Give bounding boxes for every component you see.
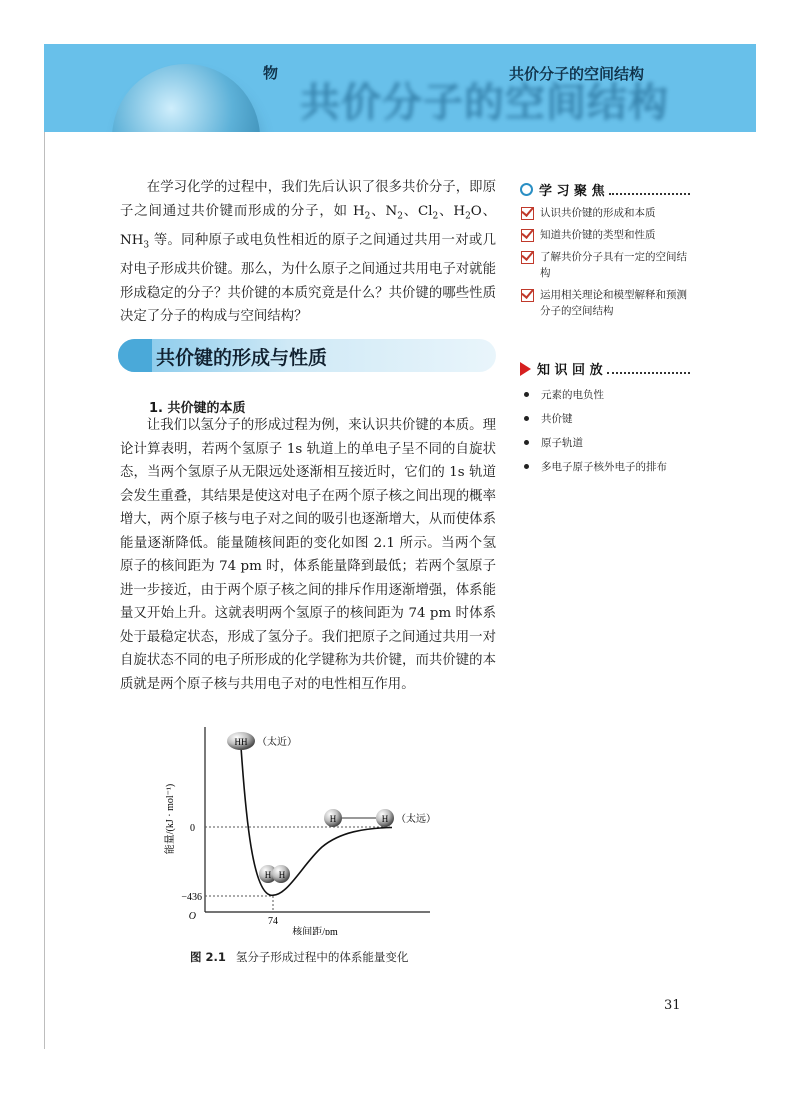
subsection-heading: 1. 共价键的本质 [149,401,246,416]
h-atom-label: H [278,870,286,880]
running-head: 共价分子的空间结构 [509,65,645,83]
page-number: 31 [664,998,681,1013]
sidebar [520,180,690,474]
banner-title: 共价分子的空间结构 [300,80,669,126]
figure-number: 图 2.1 [190,950,226,964]
focus-icon [520,183,533,196]
focus-item: 知道共价键的类型和性质 [520,227,690,243]
h-atom-label: H [264,870,272,880]
chapter-tag: 物 [263,64,279,82]
checkbox-icon [521,207,534,220]
review-heading: 知 识 回 放 [520,359,690,378]
body-paragraph: 让我们以氢分子的形成过程为例，来认识共价键的本质。理论计算表明，若两个氢原子 1s 轨道上的单电子呈不同的自旋状态，当两个氢原子从无限远处逐渐相互接近时，它们的 1s 轨道会发生重叠，其结果是使这对电子在两个原子核之间出现的概率增大，两个原子核与电子对之间的吸引也逐渐增大，从而使体系能量逐渐降低。能量随核间距的变化如图 2.1 所示。当两个氢原子的核间距为 74 pm 时，体系能量降到最低；若两个氢原子进一步接近，由于两个原子核之间的排斥作用逐渐增强，体系能量又开始上升。这就表明两个氢原子的核间距为 74 pm 时体系处于最稳定状态，形成了氢分子。我们把原子之间通过共用一对自旋状态不同的电子所形成的化学键称为共价键，而共价键的本质就是两个原子核与共用电子对的电性相互作用。 [120,418,496,692]
focus-item: 认识共价键的形成和本质 [520,205,690,221]
triangle-play-icon [520,362,531,376]
too-close-label: （太近） [257,737,297,748]
checkbox-icon [521,289,534,302]
bonded-h2 [259,865,290,883]
hh-too-close [227,732,297,750]
energy-curve-figure [160,725,460,935]
banner-sphere-decoration [112,64,260,132]
x-axis-label: 核间距/pm [292,927,338,935]
review-item: 多电子原子核外电子的排布 [520,459,690,474]
left-margin-rule [44,44,45,1049]
origin-label: O [188,911,196,922]
review-item: 共价键 [520,411,690,426]
focus-heading: 学 习 聚 焦 [520,180,690,199]
checkbox-icon [521,229,534,242]
y-axis-label: 能量/(kJ · mol⁻¹) [165,783,176,855]
section-heading-accent [118,339,152,372]
y-tick-min: −436 [181,892,202,903]
hh-label: HH [234,737,248,747]
focus-item: 运用相关理论和模型解释和预测分子的空间结构 [520,287,690,319]
far-atoms [324,809,436,827]
h-atom-label: H [329,814,337,824]
focus-item: 了解共价分子具有一定的空间结构 [520,249,690,281]
review-item: 元素的电负性 [520,387,690,402]
review-item: 原子轨道 [520,435,690,450]
h-atom-label: H [381,814,389,824]
checkbox-icon [521,251,534,264]
section-title: 共价键的形成与性质 [156,347,328,369]
y-tick-zero: 0 [190,823,195,834]
intro-paragraph: 在学习化学的过程中，我们先后认识了很多共价分子，即原子之间通过共价键而形成的分子，如 $H_2$、$N_2$、$Cl_2$、$H_2O$、$NH_3$ 等。同种原子或电负性相近的原子之间通过共用一对或几对电子形成共价键。那么，为什么原子之间通过共用电子对就能形成稳定的分子？共价键的本质究竟是什么？共价键的哪些性质决定了分子的构成与空间结构？ [120,180,497,325]
too-far-label: （太远） [396,814,436,825]
x-tick-74: 74 [268,916,278,927]
figure-caption [190,949,408,965]
figure-caption-text: 氢分子形成过程中的体系能量变化 [235,950,409,964]
